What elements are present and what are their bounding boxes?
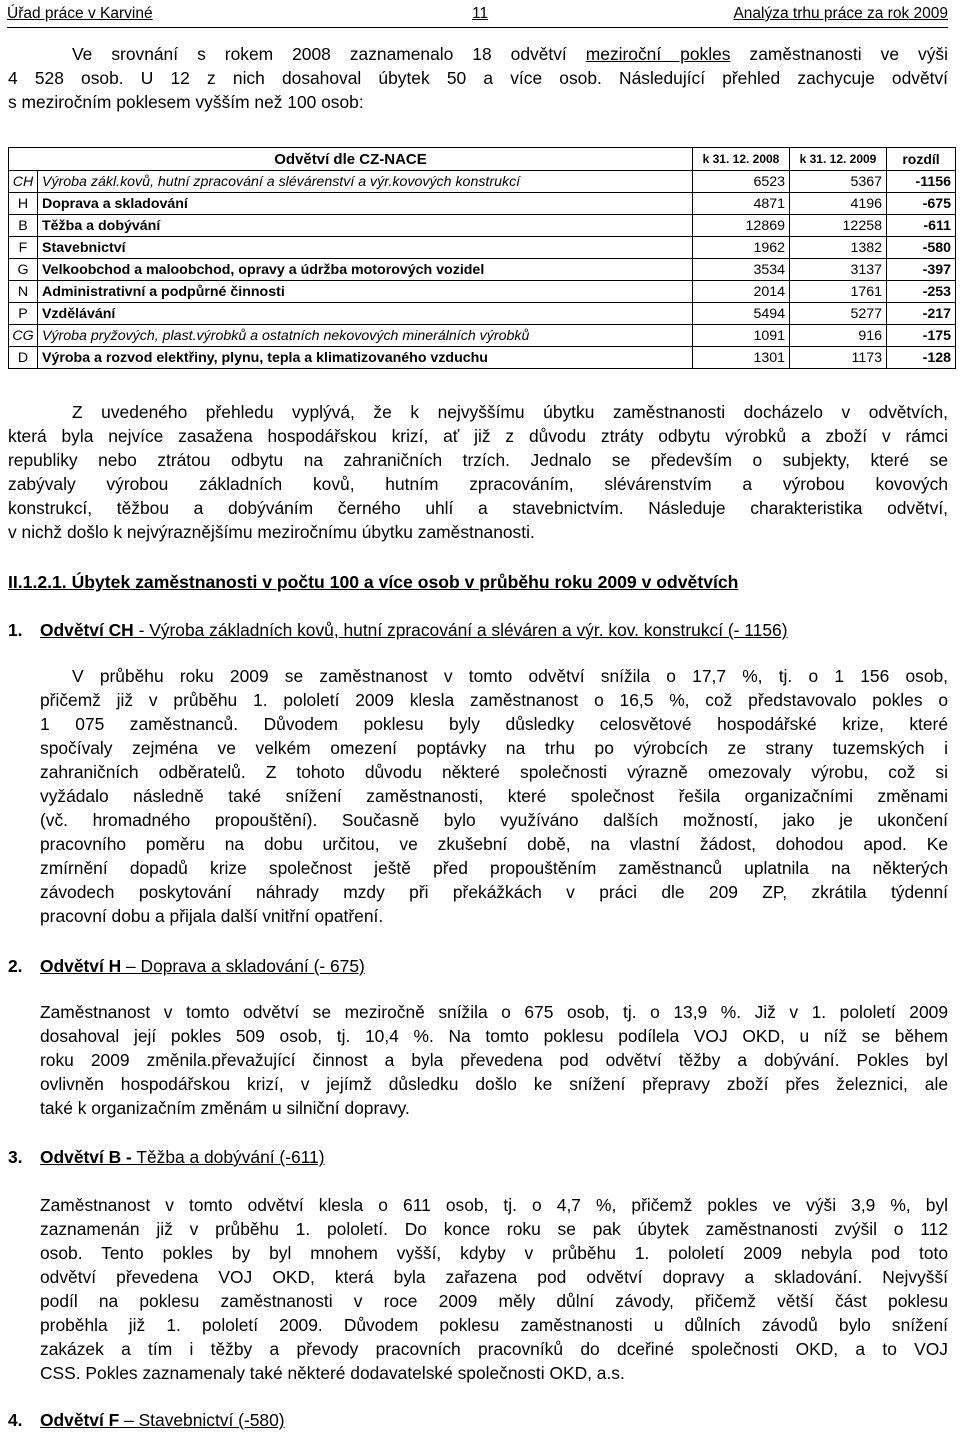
text-line: podíl na poklesu zaměstnanosti v roce 2009 měly důlní závody, přičemž větší část poklesu [40,1291,948,1311]
text-line: také k organizačním změnám u silniční dopravy. [40,1098,410,1118]
table-row: F Stavebnictví 1962 1382 -580 [9,237,956,259]
text-line: Zaměstnanost v tomto odvětví se meziročně snížila o 675 osob, tj. o 13,9 %. Již v 1. pololetí 2009 [40,1002,948,1022]
sector-ch-paragraph [40,664,948,928]
text-line: konstrukcí, těžbou a dobýváním černého uhlí a stavebnictvím. Následuje charakteristika odvětví, [8,498,948,518]
text-line: CSS. Pokles zaznamenaly také některé dodavatelské společnosti OKD, a.s. [40,1363,625,1383]
text-line: republiky nebo ztrátou odbytu na zahraničních trzích. Jednalo se především o subjekty, které se [8,450,948,470]
header-report-title: Analýza trhu práce za rok 2009 [733,5,948,22]
underlined-phrase: meziroční pokles [585,44,731,64]
text-line: 1 075 zaměstnanců. Důvodem poklesu byly důsledky celosvětové hospodářské krize, které [40,714,948,734]
text-line: proběhla již 1. pololetí 2009. Důvodem poklesu zaměstnanosti u důlních závodů bylo snížení [40,1315,948,1335]
col-header-2009: k 31. 12. 2009 [790,148,887,171]
table-row: B Těžba a dobývání 12869 12258 -611 [9,215,956,237]
text-line: která byla nejvíce zasažena hospodářskou krizí, ať již z důvodu ztráty odbytu výrobků a zboží v rámci [8,426,948,446]
section-heading: II.1.2.1. Úbytek zaměstnanosti v počtu 100 a více osob v průběhu roku 2009 v odvětvích [8,572,739,592]
text-line: odvětví převedena VOJ OKD, která byla zařazena pod odvětví dopravy a skladování. Nejvyšší [40,1267,948,1287]
text-line: zaznamenán již v průběhu 1. pololetí. Do konce roku se pak úbytek zaměstnanosti zvýšil o 112 [40,1219,948,1239]
text-line: Z uvedeného přehledu vyplývá, že k nejvyššímu úbytku zaměstnanosti docházelo v odvětvích, [72,402,948,422]
sector-heading-b: 3. Odvětví B - Těžba a dobývání (-611) [8,1147,325,1167]
sector-heading-h: 2. Odvětví H – Doprava a skladování (- 675) [8,956,365,976]
text-line: roku 2009 změnila.převažující činnost a byla převedena pod odvětví těžby a dobývání. Pokles byl [40,1050,948,1070]
text-line: osob. Tento pokles by byl mnohem vyšší, kdyby v průběhu 1. pololetí 2009 nebyla pod toto [40,1243,948,1263]
header-office: Úřad práce v Karviné [7,5,153,22]
col-header-2008: k 31. 12. 2008 [693,148,790,171]
text-line: zabývaly výrobou základních kovů, hutním zpracováním, slévárenstvím a výrobou kovových [8,474,948,494]
intro-paragraph [8,42,948,114]
col-header-sector: Odvětví dle CZ-NACE [9,148,693,171]
text-line: přičemž již v průběhu 1. pololetí 2009 klesla zaměstnanost o 16,5 %, což představovalo pokles o [40,690,948,710]
text-line: ovlivněn hospodářskou krizí, v jejímž důsledku došlo ke snížení přepravy zboží přes železnici, ale [40,1074,948,1094]
text-line: zakázek a tím i těžby a převody pracovních pracovníků do dceřiné společnosti OKD, a to VOJ [40,1339,948,1359]
sector-decline-table [8,147,956,369]
col-header-diff: rozdíl [887,148,956,171]
sector-heading-ch: 1. Odvětví CH - Výroba základních kovů, hutní zpracování a sléváren a výr. kov. konstrukcí (- 1156) [8,620,788,640]
text-line: dosahoval její pokles 509 osob, tj. 10,4 %. Na tomto poklesu podílela VOJ OKD, u níž se během [40,1026,948,1046]
table-row: G Velkoobchod a maloobchod, opravy a údržba motorových vozidel 3534 3137 -397 [9,259,956,281]
text-line: Zaměstnanost v tomto odvětví klesla o 611 osob, tj. o 4,7 %, přičemž pokles ve výši 3,9 %, byl [40,1195,948,1215]
text-line: pracovního poměru na dobu určitou, ve zkušební době, na vlastní žádost, dohodou apod. Ke [40,834,948,854]
table-row: P Vzdělávání 5494 5277 -217 [9,303,956,325]
table-row: CG Výroba pryžových, plast.výrobků a ostatních nekovových minerálních výrobků 1091 916 -175 [9,325,956,347]
table-row: D Výroba a rozvod elektřiny, plynu, tepla a klimatizovaného vzduchu 1301 1173 -128 [9,347,956,369]
text-line: Ve srovnání s rokem 2008 zaznamenalo 18 odvětví meziroční pokles zaměstnanosti ve výši [72,44,948,64]
text-line: (vč. hromadného propouštění). Současně bylo využíváno dalších možností, jako je ukončení [40,810,948,830]
summary-paragraph [8,400,948,544]
page-header [7,5,948,28]
text-line: zahraničních odběratelů. Z tohoto důvodu některé společnosti výrazně omezovaly výrobu, což si [40,762,948,782]
text-line: s meziročním poklesem vyšším než 100 osob: [8,92,364,112]
text-line: spočívaly zejména ve velkém omezení poptávky na trhu po výrobcích ze strany tuzemských i [40,738,948,758]
table-header-row [9,148,956,171]
page-number: 11 [472,5,489,22]
sector-heading-f: 4. Odvětví F – Stavebnictví (-580) [8,1410,285,1430]
text-line: v nichž došlo k nejvýraznějšímu meziročnímu úbytku zaměstnanosti. [8,522,535,542]
sector-h-paragraph [40,1000,948,1120]
text-line: zmírnění dopadů krize společnost ještě před propouštěním zaměstnanců uplatnila na některých [40,858,948,878]
text-line: V průběhu roku 2009 se zaměstnanost v tomto odvětví snížila o 17,7 %, tj. o 1 156 osob, [72,666,948,686]
text-line: závodech poskytování náhrady mzdy při překážkách v práci dle 209 ZP, zkrátila týdenní [40,882,948,902]
text-line: 4 528 osob. U 12 z nich dosahoval úbytek 50 a více osob. Následující přehled zachycuje odvětví [8,68,948,88]
table-row: H Doprava a skladování 4871 4196 -675 [9,193,956,215]
sector-b-paragraph [40,1193,948,1385]
text-line: pracovní dobu a přijala další vnitřní opatření. [40,906,384,926]
text-line: vyžádalo následně také snížení zaměstnanosti, které společnost řešila organizačními změnami [40,786,948,806]
table-row: N Administrativní a podpůrné činnosti 2014 1761 -253 [9,281,956,303]
table-row: CH Výroba zákl.kovů, hutní zpracování a slévárenství a výr.kovových konstrukcí 6523 5367 -1156 [9,171,956,193]
